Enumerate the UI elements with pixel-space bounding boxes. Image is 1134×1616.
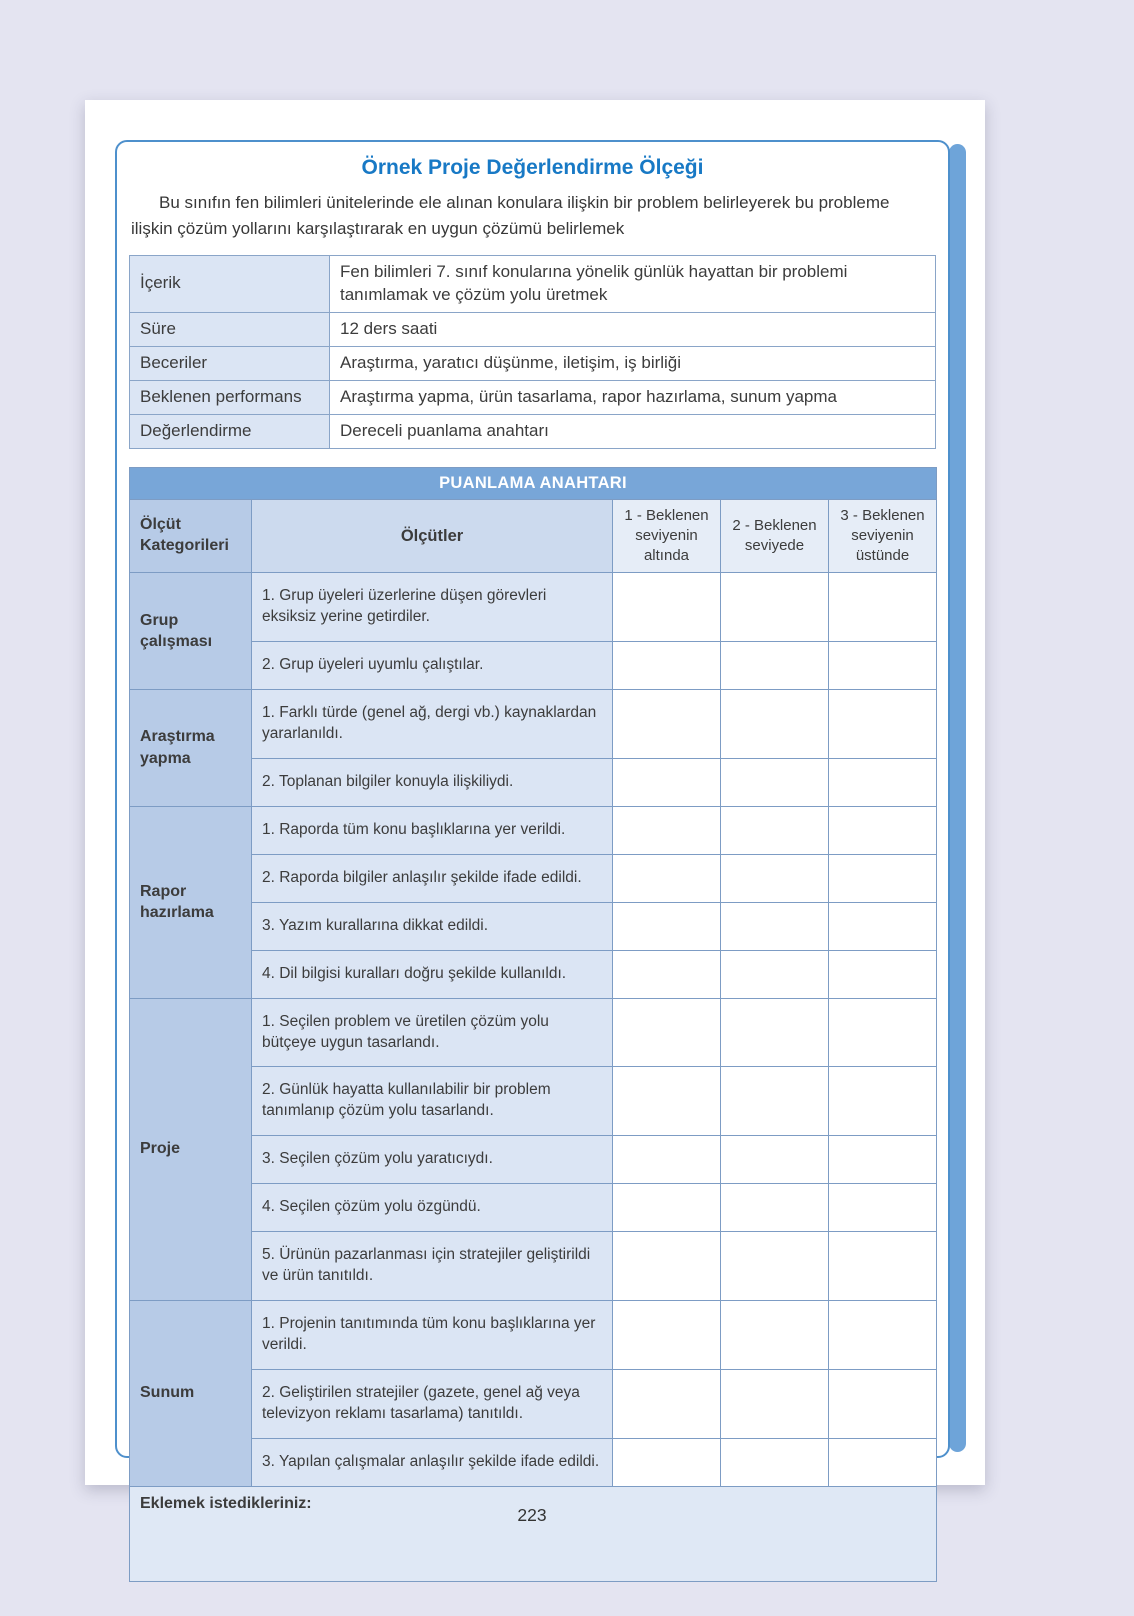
header-level-1: 1 - Beklenen seviyenin altında <box>613 499 721 573</box>
score-cell <box>829 854 937 902</box>
criterion-cell: 1. Farklı türde (genel ağ, dergi vb.) kaynaklardan yararlanıldı. <box>252 690 613 759</box>
rubric-table <box>129 467 937 1582</box>
rubric-header-row <box>130 499 937 573</box>
table-row <box>130 1232 937 1301</box>
score-cell <box>829 1232 937 1301</box>
score-cell <box>829 758 937 806</box>
rubric-title-row <box>130 467 937 499</box>
intro-paragraph: Bu sınıfın fen bilimleri ünitelerinde ele alınan konulara ilişkin bir problem belirleyerek bu probleme ilişkin çözüm yollarını karşılaştırarak en uygun çözümü belirlemek <box>131 193 890 238</box>
header-category: Ölçüt Kategorileri <box>130 499 252 573</box>
table-row <box>130 950 937 998</box>
rubric-title: PUANLAMA ANAHTARI <box>130 467 937 499</box>
table-row <box>130 806 937 854</box>
score-cell <box>613 1369 721 1438</box>
criterion-cell: 3. Seçilen çözüm yolu yaratıcıydı. <box>252 1136 613 1184</box>
score-cell <box>613 950 721 998</box>
additions-cell: Eklemek istedikleriniz: <box>130 1486 937 1581</box>
table-row <box>130 902 937 950</box>
category-cell: Sunum <box>130 1300 252 1486</box>
score-cell <box>721 573 829 642</box>
info-label: Beceriler <box>130 346 330 380</box>
info-row <box>130 256 936 313</box>
table-row <box>130 642 937 690</box>
page-title: Örnek Proje Değerlendirme Ölçeği <box>361 156 704 179</box>
score-cell <box>613 642 721 690</box>
info-row <box>130 346 936 380</box>
category-cell: Rapor hazırlama <box>130 806 252 998</box>
score-cell <box>721 1438 829 1486</box>
info-label: Değerlendirme <box>130 414 330 448</box>
score-cell <box>721 854 829 902</box>
criterion-cell: 3. Yazım kurallarına dikkat edildi. <box>252 902 613 950</box>
info-row <box>130 312 936 346</box>
table-row <box>130 1067 937 1136</box>
score-cell <box>613 1438 721 1486</box>
criterion-cell: 2. Geliştirilen stratejiler (gazete, genel ağ veya televizyon reklamı tasarlama) tanıtıldı. <box>252 1369 613 1438</box>
score-cell <box>721 1369 829 1438</box>
criterion-cell: 1. Raporda tüm konu başlıklarına yer verildi. <box>252 806 613 854</box>
score-cell <box>613 1300 721 1369</box>
category-cell: Proje <box>130 998 252 1300</box>
info-value: 12 ders saati <box>330 312 936 346</box>
score-cell <box>829 690 937 759</box>
criterion-cell: 3. Yapılan çalışmalar anlaşılır şekilde ifade edildi. <box>252 1438 613 1486</box>
table-row <box>130 1184 937 1232</box>
book-page <box>85 100 985 1512</box>
category-cell: Araştırma yapma <box>130 690 252 807</box>
score-cell <box>829 1300 937 1369</box>
criterion-cell: 4. Seçilen çözüm yolu özgündü. <box>252 1184 613 1232</box>
score-cell <box>721 1184 829 1232</box>
header-level-3: 3 - Beklenen seviyenin üstünde <box>829 499 937 573</box>
score-cell <box>613 1184 721 1232</box>
info-row <box>130 380 936 414</box>
score-cell <box>829 950 937 998</box>
score-cell <box>721 998 829 1067</box>
score-cell <box>613 902 721 950</box>
score-cell <box>829 1067 937 1136</box>
score-cell <box>829 1136 937 1184</box>
criterion-cell: 2. Raporda bilgiler anlaşılır şekilde ifade edildi. <box>252 854 613 902</box>
table-row <box>130 758 937 806</box>
table-row <box>130 1300 937 1369</box>
score-cell <box>721 1300 829 1369</box>
info-row <box>130 414 936 448</box>
score-cell <box>613 1232 721 1301</box>
score-cell <box>721 1136 829 1184</box>
score-cell <box>829 1184 937 1232</box>
content-frame <box>115 140 950 1512</box>
table-row <box>130 690 937 759</box>
info-value: Fen bilimleri 7. sınıf konularına yönelik günlük hayattan bir problemi tanımlamak ve çözüm yolu üretmek <box>330 256 936 313</box>
score-cell <box>613 1067 721 1136</box>
info-table <box>129 255 936 449</box>
category-cell: Grup çalışması <box>130 573 252 690</box>
score-cell <box>721 690 829 759</box>
score-cell <box>613 806 721 854</box>
decorative-right-bar <box>949 144 966 1452</box>
criterion-cell: 2. Günlük hayatta kullanılabilir bir problem tanımlanıp çözüm yolu tasarlandı. <box>252 1067 613 1136</box>
table-row <box>130 998 937 1067</box>
criterion-cell: 2. Grup üyeleri uyumlu çalıştılar. <box>252 642 613 690</box>
criterion-cell: 1. Seçilen problem ve üretilen çözüm yolu bütçeye uygun tasarlandı. <box>252 998 613 1067</box>
score-cell <box>829 902 937 950</box>
info-label: Beklenen performans <box>130 380 330 414</box>
score-cell <box>829 806 937 854</box>
criterion-cell: 1. Projenin tanıtımında tüm konu başlıklarına yer verildi. <box>252 1300 613 1369</box>
score-cell <box>829 642 937 690</box>
table-row <box>130 1438 937 1486</box>
score-cell <box>721 950 829 998</box>
criterion-cell: 1. Grup üyeleri üzerlerine düşen görevleri eksiksiz yerine getirdiler. <box>252 573 613 642</box>
info-value: Araştırma, yaratıcı düşünme, iletişim, iş birliği <box>330 346 936 380</box>
score-cell <box>829 998 937 1067</box>
score-cell <box>721 902 829 950</box>
header-criteria: Ölçütler <box>252 499 613 573</box>
score-cell <box>721 1232 829 1301</box>
score-cell <box>829 1438 937 1486</box>
criterion-cell: 2. Toplanan bilgiler konuyla ilişkiliydi. <box>252 758 613 806</box>
criterion-cell: 5. Ürünün pazarlanması için stratejiler geliştirildi ve ürün tanıtıldı. <box>252 1232 613 1301</box>
page-number: 223 <box>517 1505 547 1525</box>
score-cell <box>613 690 721 759</box>
score-cell <box>613 758 721 806</box>
header-level-2: 2 - Beklenen seviyede <box>721 499 829 573</box>
table-row <box>130 1369 937 1438</box>
info-label: Süre <box>130 312 330 346</box>
table-row <box>130 854 937 902</box>
table-row <box>130 1136 937 1184</box>
score-cell <box>829 573 937 642</box>
score-cell <box>721 642 829 690</box>
score-cell <box>829 1369 937 1438</box>
score-cell <box>721 758 829 806</box>
score-cell <box>613 998 721 1067</box>
rubric-footer-row <box>130 1486 937 1581</box>
info-value: Araştırma yapma, ürün tasarlama, rapor hazırlama, sunum yapma <box>330 380 936 414</box>
score-cell <box>721 806 829 854</box>
score-cell <box>613 1136 721 1184</box>
score-cell <box>721 1067 829 1136</box>
score-cell <box>613 854 721 902</box>
table-row <box>130 573 937 642</box>
criterion-cell: 4. Dil bilgisi kuralları doğru şekilde kullanıldı. <box>252 950 613 998</box>
info-value: Dereceli puanlama anahtarı <box>330 414 936 448</box>
info-label: İçerik <box>130 256 330 313</box>
score-cell <box>613 573 721 642</box>
